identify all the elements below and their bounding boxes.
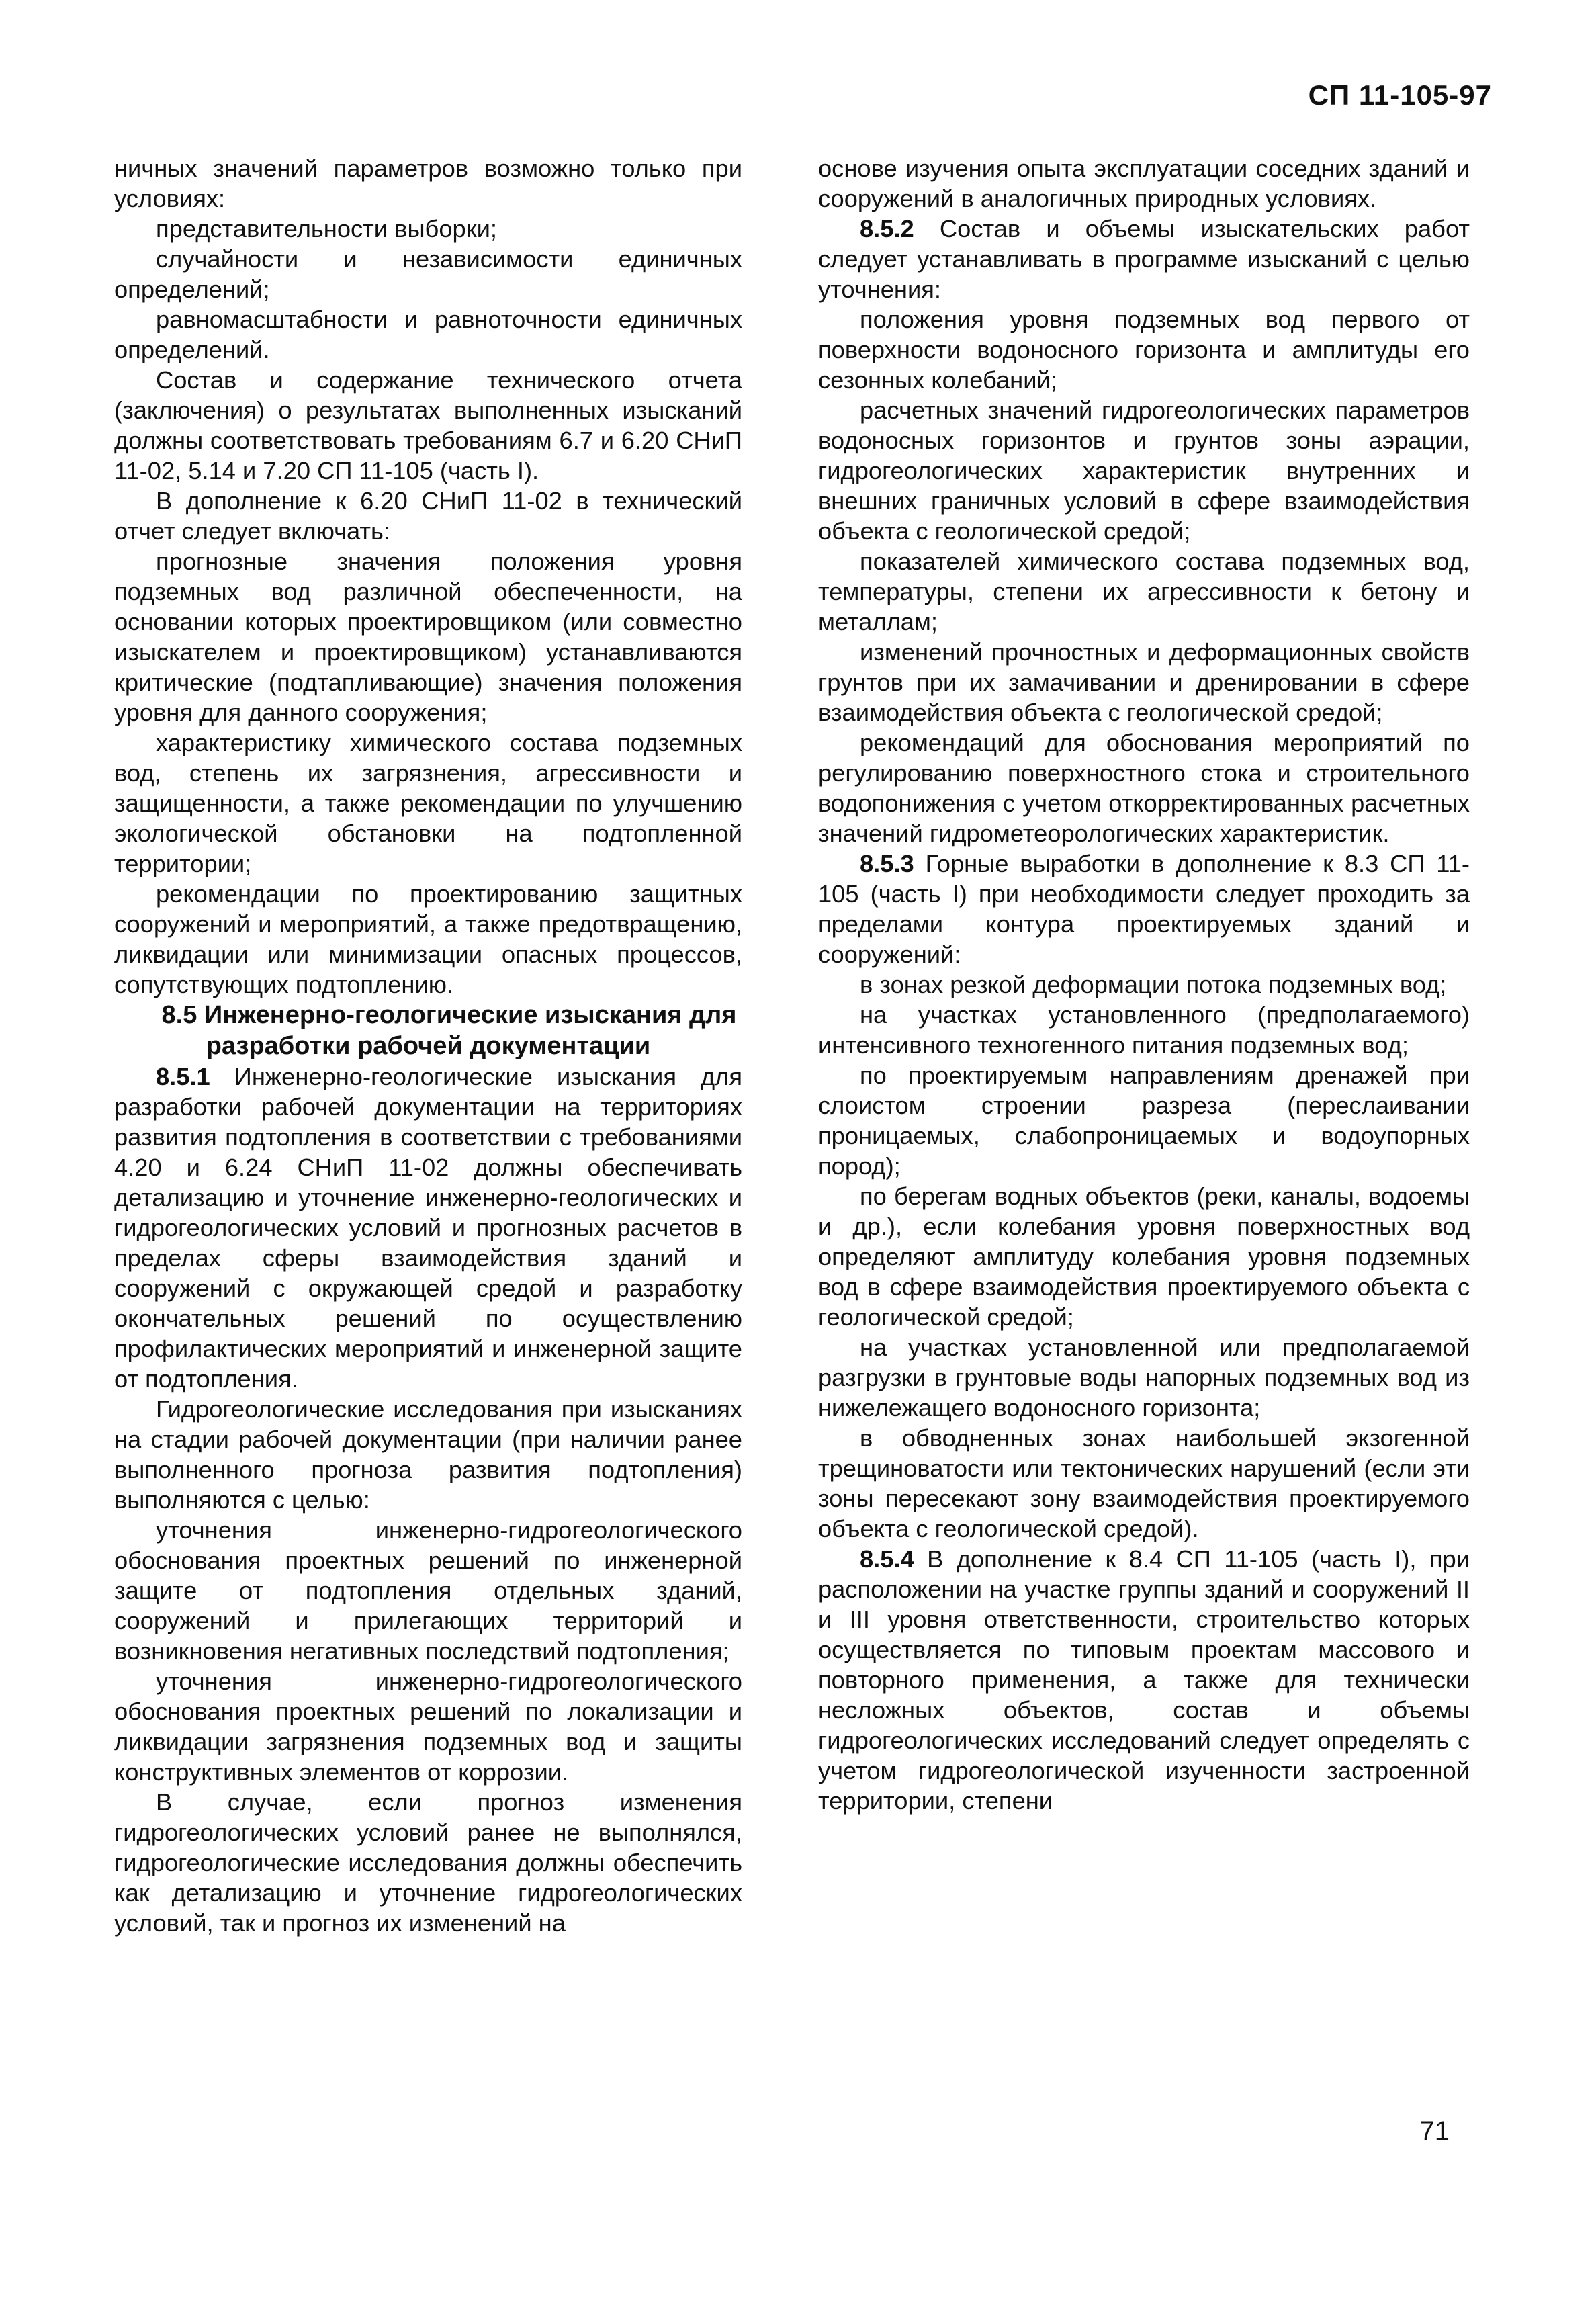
paragraph: Гидрогеологические исследования при изысканиях на стадии рабочей документации (при наличии ранее выполненного прогноза развития подтопления) выполняются с целью: — [114, 1395, 742, 1514]
list-item: по берегам водных объектов (реки, каналы, водоемы и др.), если колебания уровня поверхностных вод определяют амплитуду колебания уровня подземных вод в сфере взаимодействия проектируемого объекта с геологической средой; — [818, 1182, 1470, 1331]
clause-number: 8.5.2 — [860, 215, 914, 243]
list-item: рекомендации по проектированию защитных сооружений и мероприятий, а также предотвращению, ликвидации или минимизации опасных процессов, сопутствующих подтоплению. — [114, 880, 742, 998]
left-column — [114, 153, 742, 1938]
list-item: на участках установленного (предполагаемого) интенсивного техногенного питания подземных вод; — [818, 1001, 1470, 1059]
list-item: на участках установленной или предполагаемой разгрузки в грунтовые воды напорных подземных вод из нижележащего водоносного горизонта; — [818, 1334, 1470, 1422]
paragraph — [818, 848, 1470, 969]
list-item: прогнозные значения положения уровня подземных вод различной обеспеченности, на основании которых проектировщиком (или совместно изыскателем и проектировщиком) устанавливаются критические (подтапливающие) значения положения уровня для данного сооружения; — [114, 548, 742, 726]
section-heading: 8.5 Инженерно-геологические изыскания для разработки рабочей документации — [161, 1001, 737, 1060]
clause-text: Горные выработки в дополнение к 8.3 СП 11-105 (часть I) при необходимости следует проходить за пределами контура проектируемых зданий и сооружений: — [818, 850, 1470, 968]
paragraph: ничных значений параметров возможно только при условиях: — [114, 155, 742, 212]
clause-number: 8.5.4 — [860, 1545, 914, 1573]
list-item: равномасштабности и равноточности единичных определений. — [114, 306, 742, 363]
right-column — [818, 153, 1470, 1816]
paragraph: Состав и содержание технического отчета (заключения) о результатах выполненных изысканий должны соответствовать требованиям 6.7 и 6.20 СНиП 11-02, 5.14 и 7.20 СП 11-105 (часть I). — [114, 366, 742, 484]
clause-text: Состав и объемы изыскательских работ следует устанавливать в программе изысканий с целью уточнения: — [818, 215, 1470, 303]
list-item: положения уровня подземных вод первого от поверхности водоносного горизонта и амплитуды его сезонных колебаний; — [818, 306, 1470, 394]
list-item: характеристику химического состава подземных вод, степень их загрязнения, агрессивности и защищенности, а также рекомендации по улучшению экологической обстановки на подтопленной территории; — [114, 729, 742, 877]
list-item: расчетных значений гидрогеологических параметров водоносных горизонтов и грунтов зоны аэрации, гидрогеологических характеристик внутренних и внешних граничных условий в сфере взаимодействия объекта с геологической средой; — [818, 396, 1470, 545]
list-item: в обводненных зонах наибольшей экзогенной трещиноватости или тектонических нарушений (если эти зоны пересекают зону взаимодействия проектируемого объекта с геологической средой). — [818, 1424, 1470, 1542]
paragraph: В случае, если прогноз изменения гидрогеологических условий ранее не выполнялся, гидрогеологические исследования должны обеспечить как детализацию и уточнение гидрогеологических условий, так и прогноз их изменений на — [114, 1788, 742, 1937]
list-item: рекомендаций для обоснования мероприятий по регулированию поверхностного стока и строительного водопонижения с учетом откорректированных расчетных значений гидрометеорологических характеристик. — [818, 729, 1470, 847]
list-item: уточнения инженерно-гидрогеологического обоснования проектных решений по инженерной защите от подтопления отдельных зданий, сооружений и прилегающих территорий и возникновения негативных последствий подтопления; — [114, 1516, 742, 1665]
list-item: в зонах резкой деформации потока подземных вод; — [860, 971, 1447, 998]
list-item: показателей химического состава подземных вод, температуры, степени их агрессивности к бетону и металлам; — [818, 548, 1470, 636]
list-item: по проектируемым направлениям дренажей при слоистом строении разреза (переслаивании проницаемых, слабопроницаемых и водоупорных пород); — [818, 1061, 1470, 1180]
list-item: случайности и независимости единичных определений; — [114, 245, 742, 303]
clause-text: Инженерно-геологические изыскания для разработки рабочей документации на территориях развития подтопления в соответствии с требованиями 4.20 и 6.24 СНиП 11-02 должны обеспечивать детализацию и уточнение инженерно-геологических и гидрогеологических условий и прогнозных расчетов в пределах сферы взаимодействия зданий и сооружений с окружающей средой и разработку окончательных решений по осуществлению профилактических мероприятий и инженерной защите от подтопления. — [114, 1063, 742, 1393]
document-code-header: СП 11-105-97 — [1308, 79, 1492, 111]
paragraph — [818, 1544, 1470, 1816]
clause-number: 8.5.1 — [156, 1063, 210, 1090]
clause-number: 8.5.3 — [860, 850, 914, 877]
page-number: 71 — [1419, 2116, 1450, 2146]
clause-text: В дополнение к 8.4 СП 11-105 (часть I), при расположении на участке группы зданий и сооружений II и III уровня ответственности, строительство которых осуществляется по типовым проектам массового и повторного применения, а также для технически несложных объектов, состав и объемы гидрогеологических исследований следует определять с учетом гидрогеологической изученности застроенной территории, степени — [818, 1545, 1470, 1815]
paragraph — [818, 214, 1470, 304]
list-item: изменений прочностных и деформационных свойств грунтов при их замачивании и дренировании в сфере взаимодействия объекта с геологической средой; — [818, 638, 1470, 726]
paragraph — [114, 1061, 742, 1394]
list-item: представительности выборки; — [156, 215, 497, 243]
paragraph: основе изучения опыта эксплуатации соседних зданий и сооружений в аналогичных природных условиях. — [818, 155, 1470, 212]
paragraph: В дополнение к 6.20 СНиП 11-02 в технический отчет следует включать: — [114, 487, 742, 545]
list-item: уточнения инженерно-гидрогеологического обоснования проектных решений по локализации и ликвидации загрязнения подземных вод и защиты конструктивных элементов от коррозии. — [114, 1667, 742, 1786]
